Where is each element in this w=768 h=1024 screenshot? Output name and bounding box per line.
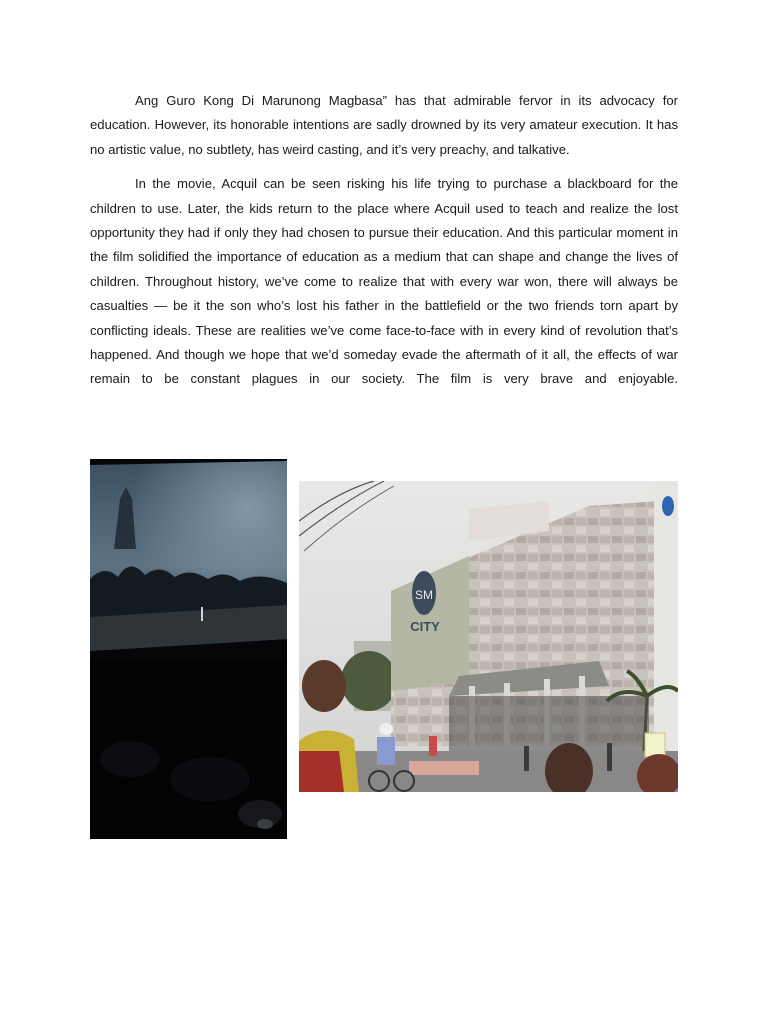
mall-sign-text: CITY	[410, 619, 440, 634]
cinema-screen-image	[90, 459, 287, 839]
mall-logo-text: SM	[415, 588, 433, 602]
mall-facade-image	[299, 481, 678, 792]
paragraph-2: In the movie, Acquil can be seen risking his life trying to purchase a blackboard for the children to use. Later, the kids return to the place where Acquil used to teach and realize the lost opportunity they had if only they had chosen to pursue their education. And this particular moment in the film solidified the importance of education as a medium that can shape and change the lives of children. Throughout history, we’ve come to realize that with every war won, there will always be casualties — be it the son who’s lost his father in the battlefield or the two friends torn apart by conflicting ideals. These are realities we’ve come face-to-face with in every kind of revolution that’s happened. And though we hope that we’d someday evade the aftermath of it all, the effects of war remain to be constant plagues in our society. The film is very brave and enjoyable.	[90, 176, 678, 387]
cinema-screen-photo	[90, 459, 287, 839]
mall-facade-photo	[299, 481, 678, 792]
body-text	[90, 89, 678, 392]
paragraph-1: Ang Guro Kong Di Marunong Magbasa” has that admirable fervor in its advocacy for education. However, its honorable intentions are sadly drowned by its very amateur execution. It has no artistic value, no subtlety, has weird casting, and it’s very preachy, and talkative.	[90, 93, 678, 157]
